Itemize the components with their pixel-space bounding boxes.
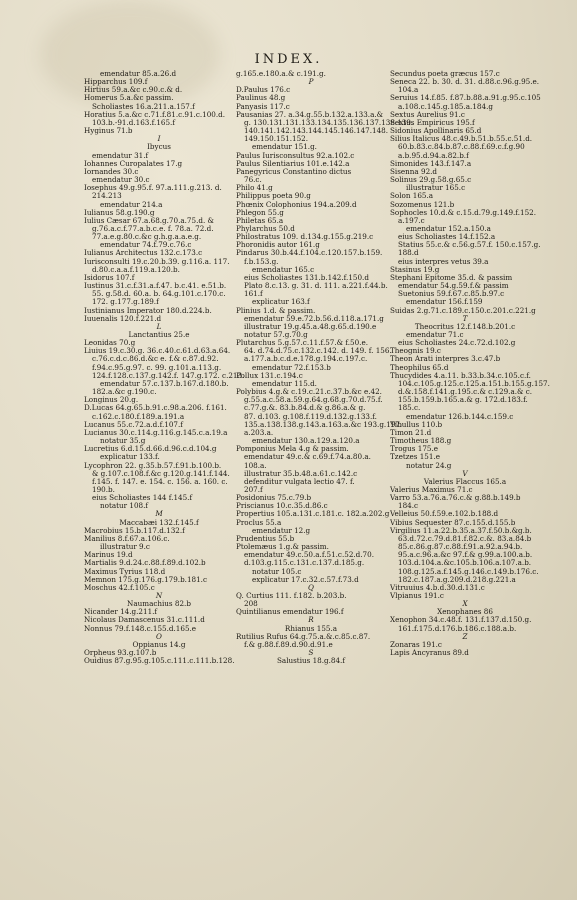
index-entry: Tibullus 110.b xyxy=(390,419,443,429)
index-entry: Iulius Cæsar 67.a.68.g.70.a.75.d. & xyxy=(84,215,214,225)
index-entry: a.177.a.b.c.d.e.178.g.194.c.197.c. xyxy=(244,354,368,364)
index-entry: 135.a.138.138.g.143.a.163.a.&c 193.g.197. xyxy=(244,419,403,429)
index-entry: Homerus 5.a.&c passim. xyxy=(84,93,174,103)
index-entry: Pomponius Mela 4.g & passim. xyxy=(236,444,349,454)
index-entry: Iustinus 31.c.f.31.a.f.47. b.c.41. e.51.b. xyxy=(84,281,227,291)
index-entry: Longinus 20.g. xyxy=(84,395,139,405)
section-letter: X xyxy=(462,599,468,609)
index-entry: 103.d.104.a.&c.105.b.106.a.107.a.b. xyxy=(398,558,532,568)
index-entry: Xenophon 34.c.48.f. 131.f.137.d.150.g. xyxy=(390,615,532,625)
index-entry: 172. g.177.g.189.f xyxy=(92,297,159,307)
index-entry: g.165.e.180.a.& c.191.g. xyxy=(236,69,326,78)
index-entry: f.145. f. 147. e. 154. c. 156. a. 160. c. xyxy=(92,476,228,486)
index-entry: emendatur 126.b.144.c.159.c xyxy=(406,411,514,421)
index-entry: c.76.c.d.c.86.d.&c e. f.& c.87.d.92. xyxy=(92,354,219,364)
index-entry: explicatur 17.c.32.c.57.f.73.d xyxy=(252,574,359,584)
index-entry: d.80.c.a.a.f.119.a.120.b. xyxy=(92,264,180,274)
index-entry: eius Scholiastes 144 f.145.f xyxy=(92,493,193,503)
index-entry: illustratur 165.c xyxy=(406,183,466,193)
index-entry: Stephani Epitome 35.d. & passim xyxy=(390,272,513,282)
section-letter: M xyxy=(155,509,163,519)
index-entry: Salustius 18.g.84.f xyxy=(276,656,346,666)
index-entry: Phoronidis autor 161.g xyxy=(236,240,320,250)
index-entry: Iulianus 58.g.190.g xyxy=(84,207,155,217)
index-entry: Stasinus 19.g xyxy=(390,264,440,274)
index-entry: Manilius 8.f.67.a.106.c. xyxy=(84,533,170,543)
index-entry: Nicolaus Damascenus 31.c.111.d xyxy=(84,615,205,625)
index-entry: emendatur 30.c xyxy=(92,175,150,185)
index-entry: Maximus Tyrius 118.d xyxy=(84,566,166,576)
index-entry: Iulianus Architectus 132.c.173.c xyxy=(84,248,203,258)
index-entry: Lanctantius 25.e xyxy=(128,330,190,339)
index-entry: Phlegon 55.g xyxy=(236,207,284,217)
index-entry: Leonidas 70.g xyxy=(84,338,136,348)
index-entry: Quintilianus emendatur 196.f xyxy=(236,607,344,617)
index-entry: f.94.c.95.g.97. c. 99. g.101.a.113.g. xyxy=(92,362,222,372)
index-entry: a.197.c xyxy=(398,215,425,225)
index-entry: Propertius 105.a.131.c.181.c. 182.a.202.g xyxy=(236,509,390,519)
index-entry: Valerius Flaccus 165.a xyxy=(423,476,507,486)
index-entry: d.&.158.f.141.g.195.c.& c.129.a.& c. xyxy=(398,387,533,397)
index-entry: Paulinus 48.g xyxy=(236,93,286,103)
index-entry: 108.a. xyxy=(244,460,267,470)
index-entry: c.162.c.180.f.189.a.191.a xyxy=(92,411,185,421)
index-entry: Phylarchus 50.d xyxy=(236,223,295,233)
index-entry: Timon 21.d xyxy=(390,427,432,437)
index-entry: Iustinianus Imperator 180.d.224.b. xyxy=(84,305,212,315)
index-entry: 182.c.187.a.g.209.d.218.g.221.a xyxy=(398,574,516,584)
index-entry: 124.f.128.c.137.g.142.f. 147.g.172. c.213. xyxy=(92,370,245,380)
index-entry: Martialis 9.d.24.c.88.f.89.d.102.b xyxy=(84,558,206,568)
index-entry: Marinus 19.d xyxy=(84,550,133,560)
section-letter: Q xyxy=(308,582,314,592)
index-entry: Rhianus 155.a xyxy=(284,623,338,633)
index-entry: Priscianus 10.c.35.d.86.c xyxy=(236,501,328,511)
index-entry: emendatur 57.c.137.b.167.d.180.b. xyxy=(100,378,229,388)
index-title: INDEX. xyxy=(254,52,323,67)
index-entry: Philetas 65.a xyxy=(236,215,284,225)
index-entry: Lycophron 22. g.35.b.57.f.91.b.100.b. xyxy=(84,460,222,470)
index-entry: eius interpres vetus 39.a xyxy=(398,256,489,266)
index-entry: 185.c. xyxy=(398,403,421,413)
index-entry: Lucretius 6.d.15.d.66.d.96.c.d.104.g xyxy=(84,444,217,454)
index-entry: notatur 24.g xyxy=(406,460,452,470)
index-entry: Tzetzes 151.e xyxy=(390,452,440,462)
index-entry: Nonnus 79.f.148.c.155.d.165.e xyxy=(84,623,197,633)
index-entry: 63.d.72.c.79.d.81.f.82.c.&. 83.a.84.b xyxy=(398,533,532,543)
section-letter: Z xyxy=(462,631,468,641)
index-entry: Statius 55.c.& c.56.g.57.f. 150.c.157.g. xyxy=(398,240,541,250)
index-entry: 60.b.83.c.84.b.87.c.88.f.69.c.f.g.90 xyxy=(398,142,525,152)
index-entry: Solon 165.a xyxy=(390,191,434,201)
index-entry: emendatur 115.d. xyxy=(252,378,317,388)
index-entry: a.203.a. xyxy=(244,427,274,437)
index-entry: Naumachius 82.b xyxy=(127,599,191,609)
index-entry: Pindarus 30.b.44.f.104.c.120.157.b.159. xyxy=(236,248,383,258)
index-entry: Iosephus 49.g.95.f. 97.a.111.g.213. d. xyxy=(84,183,222,193)
index-entry: Rutilius Rufus 64.g.75.a.&.c.85.c.87. xyxy=(236,631,371,641)
index-entry: defenditur vulgata lectio 47. f. xyxy=(244,476,355,486)
index-entry: Nicander 14.g.211.f xyxy=(84,607,158,617)
index-entry: a.b.95.d.94.a.82.b.f xyxy=(398,150,469,160)
index-entry: Sisenna 92.d xyxy=(390,166,438,176)
index-entry: 76.c. xyxy=(244,175,262,185)
index-entry: Seruius 14.f.85. f.87.b.88.a.91.g.95.c.105 xyxy=(390,93,541,103)
index-entry: Theophilus 65.d xyxy=(390,362,449,372)
index-entry: f.b.153.g. xyxy=(244,256,279,266)
index-entry: Ouidius 87.g.95.g.105.c.111.c.111.b.128. xyxy=(84,656,235,666)
index-entry: emendatur 49.c.& c.69.f.74.a.80.a. xyxy=(244,452,371,462)
index-entry: Polybius 4.g.& c.19.c.21.c.37.b.&c e.42. xyxy=(236,387,382,397)
index-entry: 188.d xyxy=(398,248,419,258)
index-entry: emendatur 151.g. xyxy=(252,142,317,152)
index-entry: Solinus 29.g.58.g.65.c xyxy=(390,175,472,185)
section-letter: S xyxy=(308,648,314,658)
index-entry: Vlpianus 191.c xyxy=(390,591,444,600)
index-entry: Simonides 143.f.147.a xyxy=(390,158,472,168)
index-entry: Oppianus 14.g xyxy=(132,639,186,649)
index-entry: 184.c xyxy=(398,501,419,511)
index-entry: Posidonius 75.c.79.b xyxy=(236,493,312,503)
index-entry: 208 xyxy=(244,599,258,609)
index-entry: Isidorus 107.f xyxy=(84,272,135,282)
index-entry: Vibius Sequester 87.c.155.d.155.b xyxy=(390,517,516,527)
index-entry: 104.a xyxy=(398,85,419,95)
index-entry: Lucanus 55.c.72.a.d.f.107.f xyxy=(84,419,183,429)
section-letter: R xyxy=(308,615,314,625)
index-entry: a.108.c.145.g.185.a.184.g xyxy=(398,101,493,111)
index-entry: Theocritus 12.f.148.b.201.c xyxy=(414,321,516,331)
index-entry: Scholiastes 16.a.211.a.157.f xyxy=(92,101,195,111)
index-entry: Ibycus xyxy=(147,142,171,152)
index-entry: emendatur 152.a.150.a xyxy=(406,223,491,233)
index-entry: explicatur 133.f. xyxy=(100,452,160,462)
index-entry: eius Scholiastes 24.c.72.d.102.g xyxy=(398,338,516,348)
index-entry: illustratur 19.g.45.a.48.g.65.d.190.e xyxy=(244,321,377,331)
index-entry: eius Scholiastes 131.b.142.f.150.d xyxy=(244,272,369,282)
section-letter: T xyxy=(462,313,468,323)
index-entry: 207.f xyxy=(244,484,263,494)
index-entry: emendatur 31.f xyxy=(92,150,149,160)
index-entry: 95.a.c.96.a.&c 97.f.& g.99.a.100.a.b. xyxy=(398,550,533,560)
index-entry: Iuuenalis 120.f.221.d xyxy=(84,313,162,323)
index-entry: Iurisconsulti 19.c.20.b.39. g.116.a. 117. xyxy=(84,256,230,266)
index-entry: Q. Curtius 111. f.182. b.203.b. xyxy=(236,591,347,600)
index-entry: Zonaras 191.c xyxy=(390,639,442,649)
index-entry: emendatur 156.f.159 xyxy=(406,297,483,307)
index-entry: 103.b.-91.d.163.f.165.f xyxy=(92,117,175,127)
index-column-1 xyxy=(84,69,245,666)
index-entry: Vitruuius 4.b.d.30.d.131.c xyxy=(390,582,485,592)
section-letter: L xyxy=(156,321,162,331)
section-letter: O xyxy=(156,631,162,641)
index-entry: 140.141.142.143.144.145.146.147.148. xyxy=(244,126,389,136)
index-entry: 161.f xyxy=(244,289,263,299)
index-entry: Valerius Maximus 71.c xyxy=(390,484,473,494)
index-entry: Trogus 175.e xyxy=(390,444,439,454)
index-entry: illustratur 9.c xyxy=(100,542,150,552)
index-column-3 xyxy=(390,69,550,658)
index-entry: 108.g.125.a.f.145.g.146.c.149.b.176.c. xyxy=(398,566,539,576)
index-entry: emendatur 49.c.50.a.f.51.c.52.d.70. xyxy=(244,550,374,560)
index-entry: Varro 53.a.76.a.76.c.& g.88.b.149.b xyxy=(390,493,521,503)
index-entry: Macrobius 15.b.117.d.132.f xyxy=(84,525,185,535)
index-entry: g.76.a.c.f.77.a.b.c.e. f. 78.a. 72.d. xyxy=(92,223,214,233)
index-entry: 87. d.103. g.108.f.119.d.132.g.133.f. xyxy=(244,411,377,421)
index-entry: 214.213 xyxy=(92,191,122,201)
index-entry: Philo 41.g xyxy=(236,183,273,193)
index-entry: eius Scholiastes 14.f.152.a xyxy=(398,232,496,242)
section-letter: V xyxy=(462,468,468,478)
index-entry: Velleius 50.f.59.e.102.b.188.d xyxy=(390,509,499,519)
index-entry: Pollux 131.c.194.c xyxy=(236,370,303,380)
index-entry: Paulus Silentiarius 101.e.142.a xyxy=(236,158,350,168)
index-entry: emendatur 59.e.72.b.56.d.118.a.171.g xyxy=(244,313,384,323)
index-entry: Virgilius 11.a.22.b.35.a.37.f.50.b.&g.b. xyxy=(390,525,532,535)
index-entry: Iornandes 30.c xyxy=(84,166,139,176)
index-entry: emendatur 74.f.79.c.76.c xyxy=(100,240,192,250)
index-entry: Timotheus 188.g xyxy=(390,436,452,446)
index-entry: 104.c.105.g.125.c.125.a.151.b.155.g.157. xyxy=(398,378,550,388)
index-entry: emendatur 12.g xyxy=(252,525,311,535)
index-entry: emendatur 72.f.153.b xyxy=(252,362,331,372)
index-entry: 55. g.58.d. 60.a. b. 64.g.101.c.170.c. xyxy=(92,289,226,299)
index-entry: illustratur 35.b.48.a.61.c.142.c xyxy=(244,468,358,478)
section-letter: P xyxy=(308,77,314,87)
index-entry: Seneca 22. b. 30. d. 31. d.88.c.96.g.95.e. xyxy=(390,77,540,87)
index-entry: Ptolemæus 1.g.& passim. xyxy=(236,542,329,552)
index-entry: emendatur 54.g.59.f.& passim xyxy=(398,281,509,291)
section-letter: N xyxy=(155,591,163,600)
index-entry: g.55.a.c.58.a.59.g.64.g.68.g.70.d.75.f. xyxy=(244,395,383,405)
index-entry: f.& g.88.f.89.d.90.d.91.e xyxy=(244,639,333,649)
index-entry: 149.150.151.152. xyxy=(244,134,309,144)
index-entry: Plato 8.c.13. g. 31. d. 111. a.221.f.44.b. xyxy=(244,281,388,291)
index-entry: 64. d.74.d.75.c.132.c.142. d. 149. f. 156. xyxy=(244,346,392,356)
index-entry: Sextus Aurelius 91.c xyxy=(390,109,465,119)
index-entry: Lucianus 30.c.114.g.116.g.145.c.a.19.a xyxy=(84,427,228,437)
index-entry: emendatur 130.a.129.a.120.a xyxy=(252,436,360,446)
index-entry: Panyasis 117.c xyxy=(236,101,290,111)
index-entry: emendatur 71.c xyxy=(406,330,464,339)
index-entry: Philippus poeta 90.g xyxy=(236,191,311,201)
index-entry: 77.a.e.g.80.c.&c g.h.g.a.a.e.g. xyxy=(92,232,202,242)
index-entry: Prudentius 55.b xyxy=(236,533,295,543)
index-entry: Orpheus 93.g.107.b xyxy=(84,648,157,658)
index-entry: Sozomenus 121.b xyxy=(390,199,455,209)
index-entry: Phœnix Colophonius 194.a.209.d xyxy=(236,199,357,209)
index-entry: g. 130.131.131.133.134.135.136.137.138.139. xyxy=(244,117,414,127)
index-entry: Sextus Empiricus 195.f xyxy=(390,117,475,127)
index-entry: Pausanias 27. a.34.g.55.b.132.a.133.a.& xyxy=(236,109,384,119)
index-entry: c.77.g.&. 83.b.84.d.& g.86.a.& g. xyxy=(244,403,366,413)
index-entry: notatur 35.g xyxy=(100,436,146,446)
index-entry: Maccabæi 132.f.145.f xyxy=(119,517,199,527)
index-entry: & g.107.c.108.f.&c g.120.g.141.f.144. xyxy=(92,468,230,478)
index-entry: 190.b. xyxy=(92,484,115,494)
index-entry: Plutarchus 5.g.57.c.11.f.57.& f.50.e. xyxy=(236,338,369,348)
index-entry: notatur 108.f xyxy=(100,501,149,511)
index-entry: D.Paulus 176.c xyxy=(236,85,291,95)
index-entry: Suetonius 59.f.67.c.85.b.97.c xyxy=(398,289,505,299)
index-entry: Hirtius 59.a.&c c.90.c.& d. xyxy=(84,85,183,95)
index-entry: d.103.g.115.c.131.c.137.d.185.g. xyxy=(244,558,365,568)
index-entry: Moschus 42.f.105.c xyxy=(84,582,155,592)
index-entry: Theognis 19.c xyxy=(390,346,441,356)
section-letter: I xyxy=(157,134,161,144)
index-entry: Philostratus 109. d.134.g.155.g.219.c xyxy=(236,232,374,242)
index-entry: Theon Arati interpres 3.c.47.b xyxy=(390,354,501,364)
index-entry: Iohannes Curopalates 17.g xyxy=(84,158,183,168)
index-entry: Thucydides 4.a.11. b.33.b.34.c.105.c.f. xyxy=(390,370,531,380)
index-entry: 155.b.159.b.165.a.& g. 172.d.183.f. xyxy=(398,395,528,405)
index-entry: Liuius 19.c.30.g. 36.c.40.c.61.d.63.a.64. xyxy=(84,346,231,356)
index-entry: Sidonius Apollinaris 65.d xyxy=(390,126,482,136)
index-entry: Plinius 1.d. & passim. xyxy=(236,305,316,315)
index-entry: Sophocles 10.d.& c.15.d.79.g.149.f.152. xyxy=(390,207,536,217)
index-entry: Horatius 5.a.&c c.71.f.81.c.91.c.100.d. xyxy=(84,109,226,119)
index-entry: emendatur 214.a xyxy=(100,199,163,209)
index-entry: D.Lucas 64.g.65.b.91.c.98.a.206. f.161. xyxy=(84,403,227,413)
index-entry: Paulus Iurisconsultus 92.a.102.c xyxy=(236,150,355,160)
index-entry: notatur 105.c xyxy=(252,566,302,576)
index-entry: Panegyricus Constantino dictus xyxy=(236,166,352,176)
index-entry: 85.c.86.g.87.c.88.f.91.a.92.a.94.b. xyxy=(398,542,523,552)
index-entry: 161.f.175.d.176.b.186.c.188.a.b. xyxy=(398,623,517,633)
index-entry: explicatur 163.f xyxy=(252,297,310,307)
index-entry: Hyginus 71.b xyxy=(84,126,133,136)
index-entry: notatur 57.g.70.g xyxy=(244,330,308,339)
index-entry: Proclus 55.a xyxy=(236,517,282,527)
index-entry: Suidas 2.g.71.c.189.c.150.c.201.c.221.g xyxy=(390,305,536,315)
index-entry: Xenophanes 86 xyxy=(437,607,493,617)
index-entry: Hipparchus 109.f xyxy=(84,77,148,87)
index-entry: Silius Italicus 48.c.49.b.51.b.55.c.51.d. xyxy=(390,134,533,144)
index-entry: 182.a.&c g.190.c. xyxy=(92,387,157,397)
index-entry: emendatur 165.c xyxy=(252,264,315,274)
index-entry: emendatur 85.a.26.d xyxy=(100,69,177,78)
index-entry: Memnon 175.g.176.g.179.b.181.c xyxy=(84,574,207,584)
index-entry: Secundus poeta græcus 157.c xyxy=(390,69,500,78)
index-entry: Lapis Ancyranus 89.d xyxy=(390,648,469,658)
